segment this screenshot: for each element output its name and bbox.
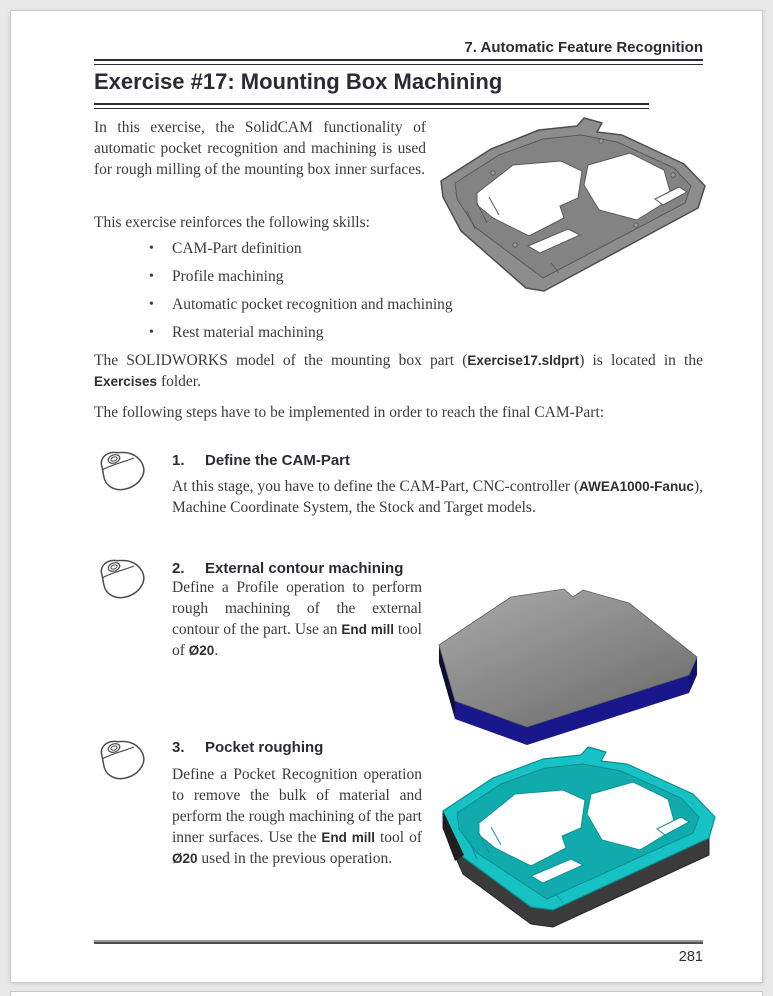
step-3-heading	[172, 739, 323, 756]
bullet-marker: •	[149, 269, 154, 284]
title-rule	[94, 103, 649, 109]
step-number: 2.	[172, 560, 185, 577]
step-2-heading	[172, 560, 403, 577]
skills-intro-paragraph: This exercise reinforces the following skills:	[94, 214, 370, 231]
list-item-label: Profile machining	[172, 268, 284, 285]
step-title: Define the CAM-Part	[205, 452, 351, 469]
step-number: 3.	[172, 739, 185, 756]
footer-rule	[94, 940, 703, 944]
header-rule	[94, 59, 703, 65]
list-item-label: Rest material machining	[172, 324, 324, 341]
bullet-marker: •	[149, 325, 154, 340]
list-item-label: CAM-Part definition	[172, 240, 302, 257]
bullet-marker: •	[149, 241, 154, 256]
stock-model-image	[431, 567, 723, 745]
page-title: Exercise #17: Mounting Box Machining	[94, 69, 503, 94]
model-location-paragraph: The SOLIDWORKS model of the mounting box part (Exercise17.sldprt) is located in the Exercises folder.	[94, 352, 703, 390]
step-1-body: At this stage, you have to define the CAM-Part, CNC-controller (AWEA1000-Fanuc), Machine Coordinate System, the Stock and Target models.	[172, 478, 703, 516]
list-item-label: Automatic pocket recognition and machining	[172, 296, 453, 313]
steps-intro-paragraph: The following steps have to be implemented in order to reach the final CAM-Part:	[94, 404, 605, 421]
step-3-body: Define a Pocket Recognition operation to remove the bulk of material and perform the rough machining of the part inner surfaces. Use the End mill tool of Ø20 used in the previous operation.	[172, 766, 422, 867]
step-2-body: Define a Profile operation to perform rough machining of the external contour of the part. Use an End mill tool of Ø20.	[172, 579, 422, 659]
intro-paragraph: In this exercise, the SolidCAM functionality of automatic pocket recognition and machining is used for rough milling of the mounting box inner surfaces.	[94, 119, 426, 178]
step-title: Pocket roughing	[205, 739, 324, 756]
bullet-marker: •	[149, 297, 154, 312]
document-page	[10, 10, 763, 983]
step-title: External contour machining	[205, 560, 404, 577]
mounting-box-model-image	[431, 113, 721, 303]
step-1-heading	[172, 452, 350, 469]
mouse-icon	[94, 447, 152, 493]
mouse-icon	[94, 736, 152, 782]
list-item	[94, 323, 703, 343]
mouse-icon	[94, 555, 152, 601]
step-number: 1.	[172, 452, 185, 469]
page-number: 281	[678, 949, 703, 965]
pocket-roughing-result-image	[431, 741, 738, 929]
next-page-edge	[10, 991, 763, 996]
chapter-header: 7. Automatic Feature Recognition	[464, 39, 703, 56]
